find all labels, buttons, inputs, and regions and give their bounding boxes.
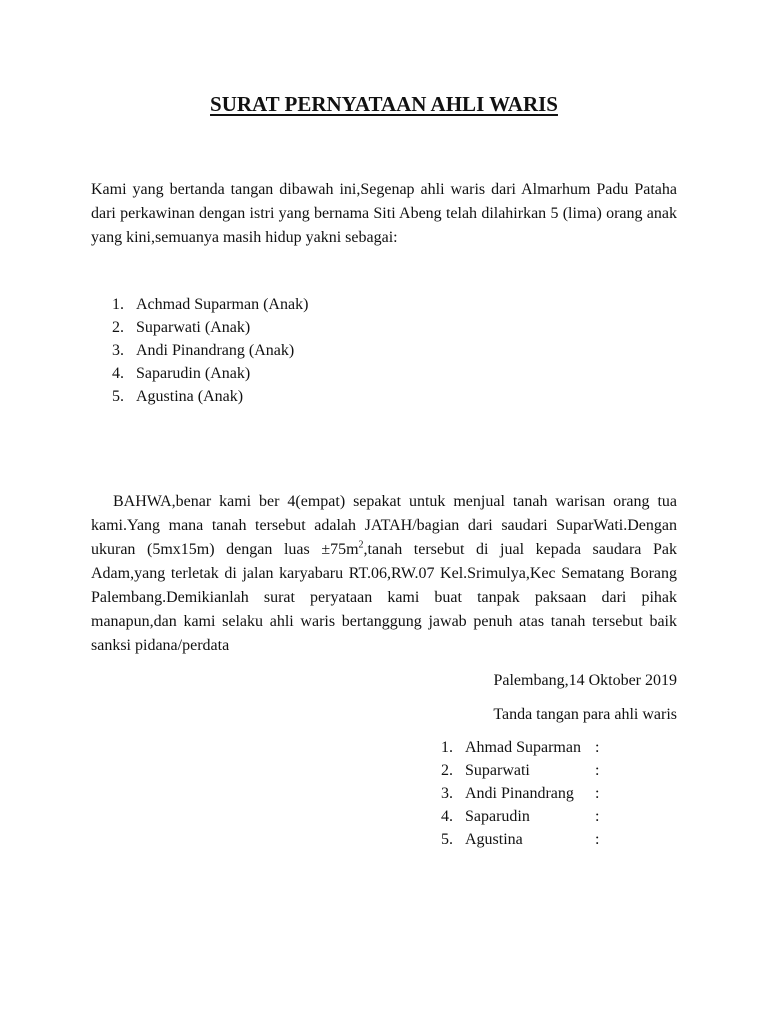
list-item	[112, 293, 308, 316]
list-number: 4.	[441, 808, 453, 825]
list-number: 5.	[112, 388, 124, 405]
signature-colon: :	[595, 785, 600, 802]
list-item	[112, 385, 308, 408]
signers-list	[441, 736, 599, 851]
heir-name: Saparudin (Anak)	[136, 365, 251, 382]
statement-paragraph	[91, 490, 677, 658]
signer-name: Agustina	[465, 831, 523, 848]
heirs-list	[112, 293, 308, 408]
place-date: Palembang,14 Oktober 2019	[493, 672, 677, 689]
heir-name: Agustina (Anak)	[136, 388, 244, 405]
signer-row	[441, 805, 599, 828]
list-number: 3.	[112, 342, 124, 359]
heir-name: Suparwati (Anak)	[136, 319, 251, 336]
signer-name: Ahmad Suparman	[465, 739, 581, 756]
signer-name: Andi Pinandrang	[465, 785, 574, 802]
list-number: 2.	[441, 762, 453, 779]
intro-paragraph: Kami yang bertanda tangan dibawah ini,Segenap ahli waris dari Almarhum Padu Pataha dari perkawinan dengan istri yang bernama Siti Abeng telah dilahirkan 5 (lima) orang anak yang kini,semuanya masih hidup yakni sebagai:	[91, 181, 677, 246]
signature-label: Tanda tangan para ahli waris	[493, 706, 677, 723]
list-item	[112, 339, 308, 362]
signer-row	[441, 759, 599, 782]
list-number: 3.	[441, 785, 453, 802]
list-number: 1.	[441, 739, 453, 756]
list-item	[112, 362, 308, 385]
heir-name: Achmad Suparman (Anak)	[136, 296, 309, 313]
signature-colon: :	[595, 831, 600, 848]
signature-colon: :	[595, 762, 600, 779]
signer-name: Saparudin	[465, 808, 530, 825]
title-text: SURAT PERNYATAAN AHLI WARIS	[210, 92, 558, 116]
list-number: 1.	[112, 296, 124, 313]
statement-text-part2: ,tanah tersebut di jual kepada saudara Pak Adam,yang terletak di jalan karyabaru RT.06,RW.07 Kel.Srimulya,Kec Sematang Borang Palembang.Demikianlah surat peryataan kami buat tanpak paksaan dari pihak manapun,dan kami selaku ahli waris bertanggung jawab penuh atas tanah tersebut baik sanksi pidana/perdata	[91, 541, 677, 654]
signer-row	[441, 736, 599, 759]
list-number: 5.	[441, 831, 453, 848]
signer-name: Suparwati	[465, 762, 530, 779]
page-title	[0, 92, 768, 117]
area-superscript: 2	[358, 539, 364, 551]
signer-row	[441, 782, 599, 805]
signature-colon: :	[595, 808, 600, 825]
list-number: 4.	[112, 365, 124, 382]
signature-colon: :	[595, 739, 600, 756]
list-item	[112, 316, 308, 339]
signer-row	[441, 828, 599, 851]
statement-text-part1: BAHWA,benar kami ber 4(empat) sepakat untuk menjual tanah warisan orang tua kami.Yang mana tanah tersebut adalah JATAH/bagian dari saudari SuparWati.Dengan ukuran (5mx15m) dengan luas ±75m	[91, 493, 677, 558]
heir-name: Andi Pinandrang (Anak)	[136, 342, 295, 359]
list-number: 2.	[112, 319, 124, 336]
